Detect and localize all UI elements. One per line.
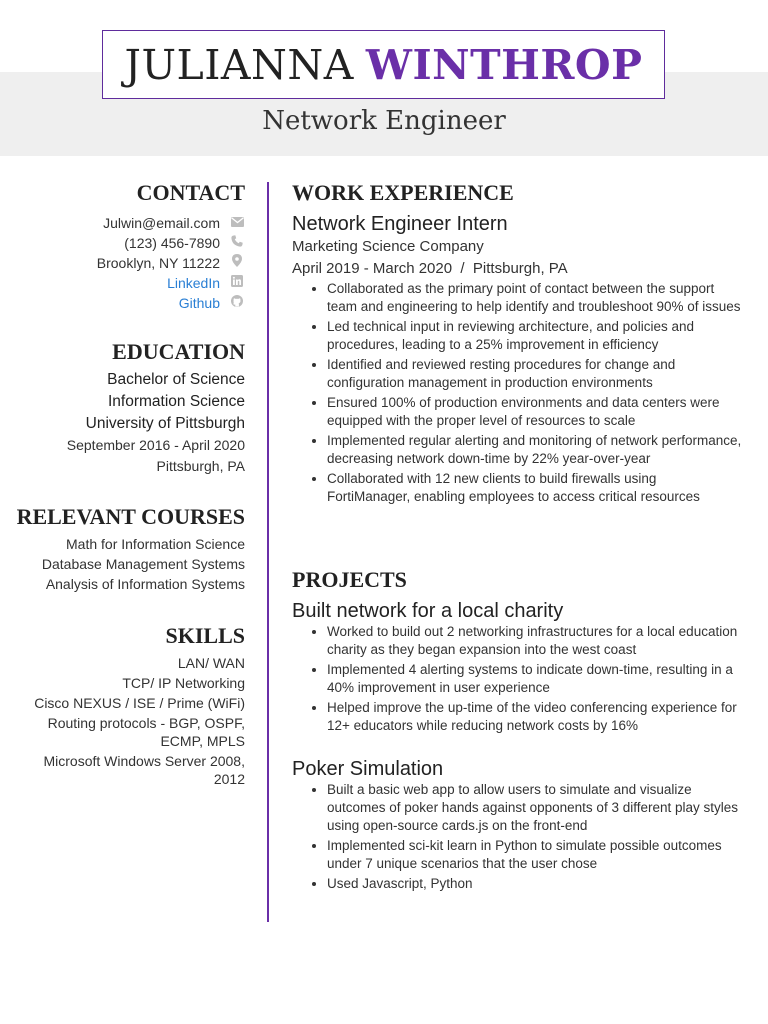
map-pin-icon	[229, 253, 245, 273]
project-bullets	[292, 623, 742, 735]
linkedin-link[interactable]: LinkedIn	[167, 275, 220, 291]
list-item: • Built a basic web app to allow users to simulate and visualize outcomes of poker hands against opponents of 3 different play styles using open-source cards.js on the front-end	[327, 781, 742, 835]
skill-item: Cisco NEXUS / ISE / Prime (WiFi)	[34, 695, 245, 711]
first-name: JULIANNA	[124, 40, 354, 89]
list-item: • Identified and reviewed resting procedures for change and configuration management in production environments	[327, 356, 742, 392]
project-bullets	[292, 781, 742, 893]
education-heading: EDUCATION	[112, 339, 245, 364]
list-item: • Implemented regular alerting and monitoring of network performance, decreasing network down-time by 22% year-over-year	[327, 432, 742, 468]
project-title: Poker Simulation	[292, 758, 444, 780]
education-location: Pittsburgh, PA	[156, 458, 245, 474]
work-dates-location: April 2019 - March 2020 / Pittsburgh, PA	[292, 260, 568, 277]
github-link[interactable]: Github	[178, 295, 220, 311]
email-text[interactable]: Julwin@email.com	[103, 215, 220, 231]
skills-section	[30, 623, 245, 790]
address-text: Brooklyn, NY 11222	[96, 255, 220, 271]
work-section	[292, 180, 742, 508]
education-dates: September 2016 - April 2020	[66, 437, 245, 453]
skill-item: LAN/ WAN	[177, 655, 245, 671]
skill-item: TCP/ IP Networking	[122, 675, 245, 691]
job-title: Network Engineer	[262, 106, 506, 136]
contact-email[interactable]	[97, 213, 245, 233]
contact-address	[97, 253, 245, 273]
skill-item: Routing protocols - BGP, OSPF, ECMP, MPLS	[47, 715, 245, 749]
course-item: Database Management Systems	[41, 556, 245, 572]
list-item: • Collaborated with 12 new clients to build firewalls using FortiManager, enabling employees to access critical resources	[327, 470, 742, 506]
skill-item: Microsoft Windows Server 2008, 2012	[43, 753, 245, 787]
list-item: • Worked to build out 2 networking infrastructures for a local education charity as they began expansion into the west coast	[327, 623, 742, 659]
list-item: • Collaborated as the primary point of contact between the support team and engineering to help identify and troubleshoot 90% of issues	[327, 280, 742, 316]
contact-phone[interactable]	[97, 233, 245, 253]
github-icon	[229, 293, 245, 313]
list-item: • Helped improve the up-time of the video conferencing experience for 12+ educators while reducing network costs by 16%	[327, 699, 742, 735]
contact-github[interactable]	[97, 293, 245, 313]
work-company: Marketing Science Company	[292, 238, 484, 255]
degree: Bachelor of Science	[107, 371, 245, 388]
name-box	[102, 30, 665, 99]
list-item: • Implemented sci-kit learn in Python to simulate possible outcomes under 7 unique scenarios that the user chose	[327, 837, 742, 873]
work-bullets	[292, 280, 742, 506]
projects-section	[292, 567, 742, 895]
course-item: Analysis of Information Systems	[45, 576, 245, 592]
phone-icon	[229, 233, 245, 253]
education-section	[67, 339, 245, 477]
column-divider	[267, 182, 269, 922]
phone-text[interactable]: (123) 456-7890	[124, 235, 220, 251]
last-name: WINTHROP	[365, 40, 643, 89]
envelope-icon	[229, 213, 245, 233]
project-title: Built network for a local charity	[292, 600, 564, 622]
courses-heading: RELEVANT COURSES	[16, 504, 245, 529]
projects-heading: PROJECTS	[292, 567, 407, 592]
list-item: • Led technical input in reviewing architecture, and policies and procedures, leading to a 25% improvement in efficiency	[327, 318, 742, 354]
contact-section	[97, 180, 245, 313]
linkedin-icon	[229, 273, 245, 293]
school: University of Pittsburgh	[85, 415, 245, 432]
major: Information Science	[108, 393, 245, 410]
courses-section	[17, 504, 245, 594]
work-heading: WORK EXPERIENCE	[292, 180, 514, 205]
list-item: • Implemented 4 alerting systems to indicate down-time, resulting in a 40% improvement in user experience	[327, 661, 742, 697]
course-item: Math for Information Science	[66, 536, 245, 552]
work-role: Network Engineer Intern	[292, 213, 508, 235]
skills-heading: SKILLS	[165, 623, 245, 648]
list-item: • Ensured 100% of production environments and data centers were equipped with the proper level of resources to scale	[327, 394, 742, 430]
contact-heading: CONTACT	[136, 180, 245, 205]
list-item: • Used Javascript, Python	[327, 875, 742, 893]
contact-linkedin[interactable]	[97, 273, 245, 293]
